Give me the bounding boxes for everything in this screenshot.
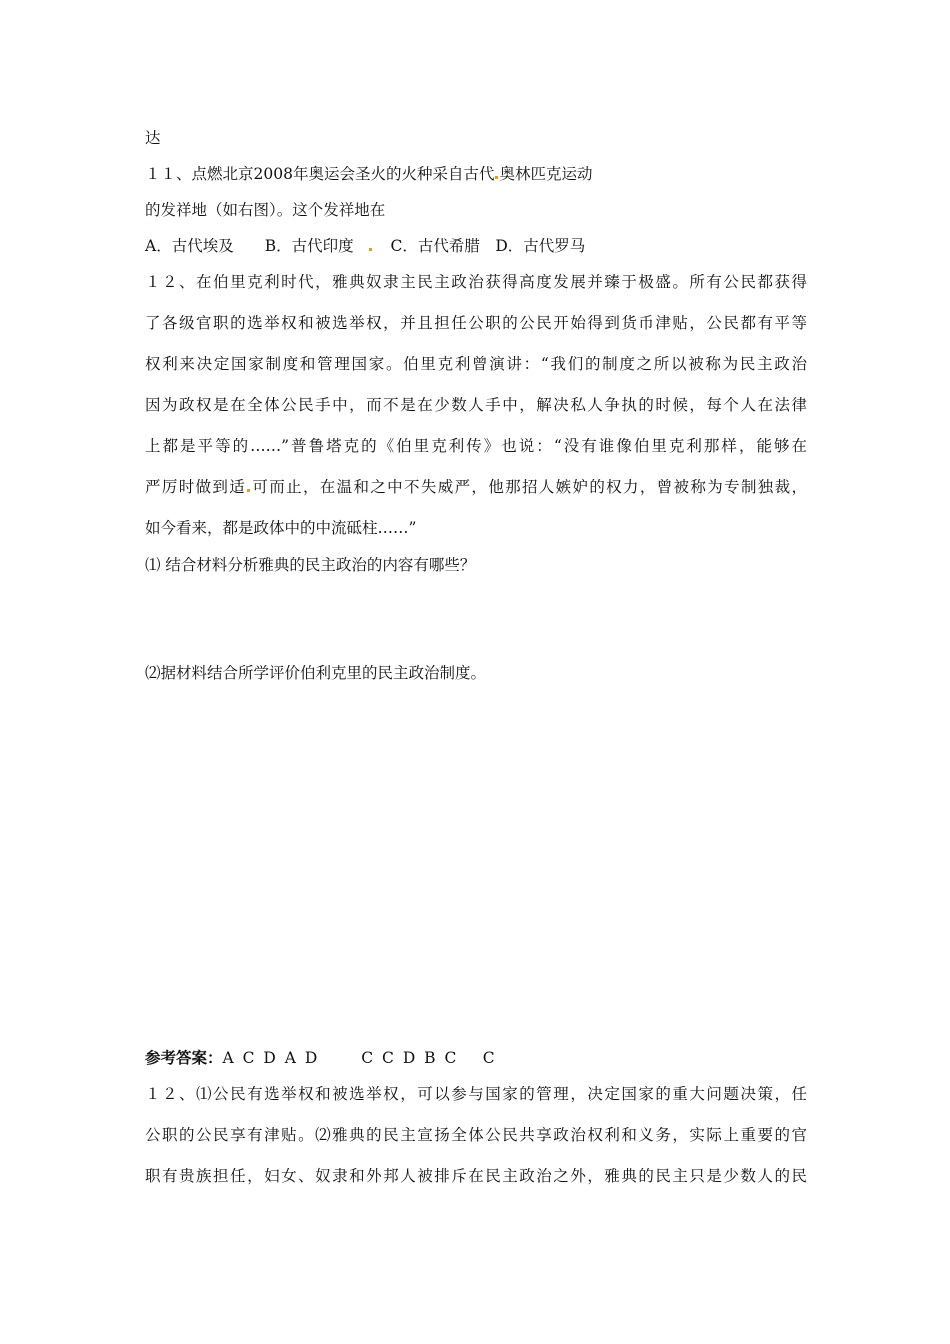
question-12-line-6 (145, 477, 807, 497)
question-12-sub-2: ⑵据材料结合所学评价伯利克里的民主政治制度。 (145, 664, 487, 682)
answer-12-line-1: １２、⑴公民有选举权和被选举权，可以参与国家的管理，决定国家的重大问题决策，任 (145, 1085, 807, 1103)
question-11-line-2: 的发祥地（如右图）。这个发祥地在 (145, 201, 386, 219)
answer-key-values: A C D A D C C D B C C (222, 1049, 497, 1067)
question-11-options (145, 236, 585, 256)
question-12-line-3: 权利来决定国家制度和管理国家。伯里克利曾演讲：“我们的制度之所以被称为民主政治 (145, 355, 807, 373)
answer-key-line (145, 1048, 497, 1068)
question-12-line-1: １２、在伯里克利时代，雅典奴隶主民主政治获得高度发展并臻于极盛。所有公民都获得 (145, 273, 807, 291)
options-a-b: A．古代埃及 B．古代印度 (145, 237, 354, 255)
edit-mark-icon (495, 176, 498, 179)
options-c-d: C．古代希腊 D．古代罗马 (390, 237, 586, 255)
answer-12-line-2: 公职的公民享有津贴。⑵雅典的民主宣扬全体公民共享政治权利和义务，实际上重要的官 (145, 1126, 807, 1144)
answer-key-label: 参考答案： (145, 1048, 223, 1067)
question-12-line-6-a: 严厉时做到适 (145, 478, 247, 496)
question-12-line-5: 上都是平等的……”普鲁塔克的《伯里克利传》也说：“没有谁像伯里克利那样，能够在 (145, 437, 807, 455)
question-12-line-2: 了各级官职的选举权和被选举权，并且担任公职的公民开始得到货币津贴，公民都有平等 (145, 314, 807, 332)
question-12-line-6-b: 可而止，在温和之中不失威严，他那招人嫉妒的权力，曾被称为专制独裁， (251, 478, 807, 496)
text-line-da: 达 (145, 129, 161, 147)
edit-mark-icon (247, 489, 250, 492)
question-12-line-7: 如今看来，都是政体中的中流砥柱……” (145, 519, 417, 537)
question-12-line-4: 因为政权是在全体公民手中，而不是在少数人手中，解决私人争执的时候，每个人在法律 (145, 396, 807, 414)
answer-12-line-3: 职有贵族担任，妇女、奴隶和外邦人被排斥在民主政治之外，雅典的民主只是少数人的民 (145, 1167, 807, 1185)
question-12-sub-1: ⑴ 结合材料分析雅典的民主政治的内容有哪些？ (145, 556, 476, 574)
question-11-text-a: １１、点燃北京2008年奥运会圣火的火种采自古代 (145, 165, 495, 183)
edit-mark-icon (369, 248, 372, 251)
question-11-text-b: 奥林匹克运动 (499, 165, 593, 183)
question-11-line-1 (145, 164, 592, 184)
